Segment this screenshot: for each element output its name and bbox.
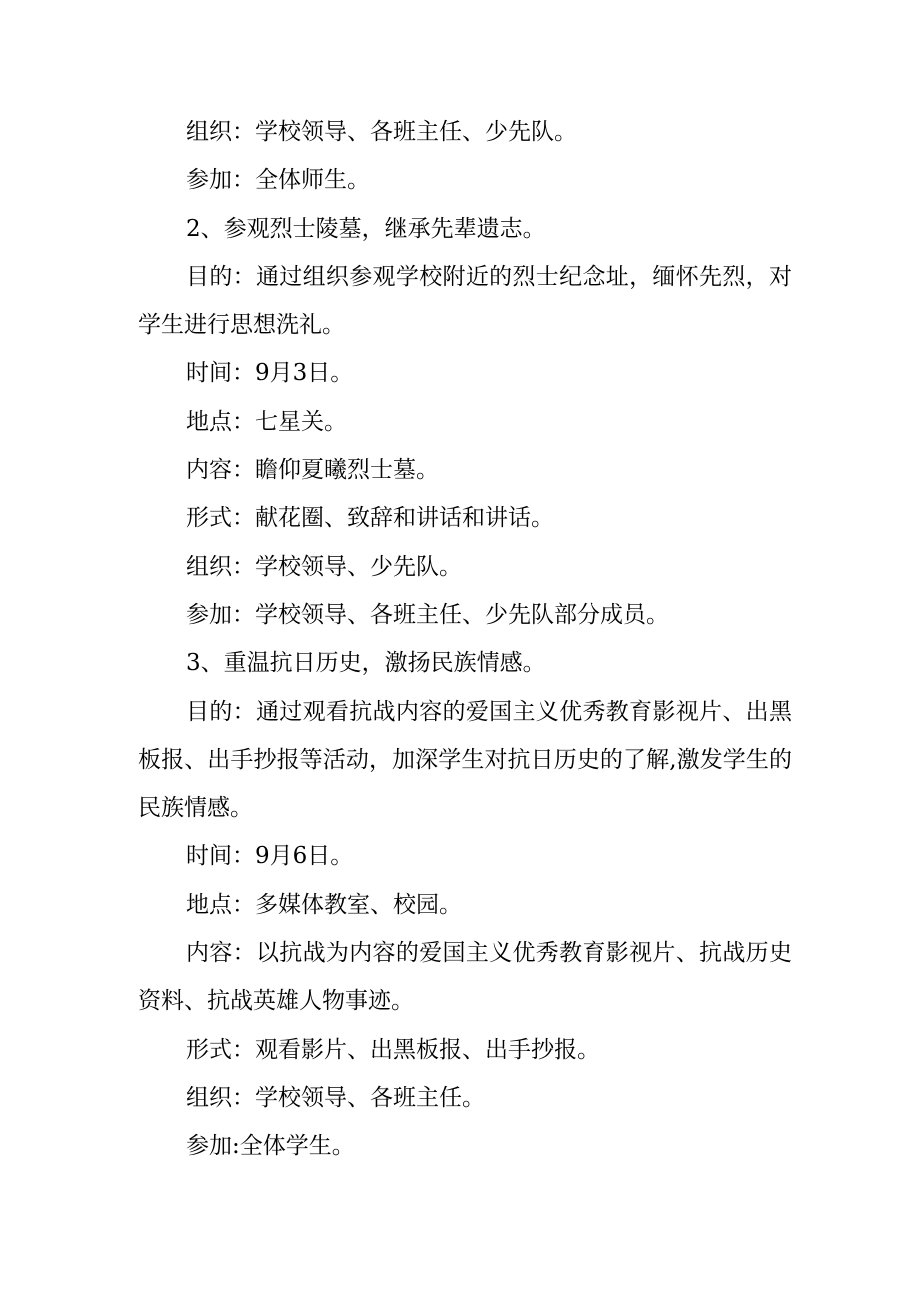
paragraph-format: 形式：献花圈、致辞和讲话和讲话。 (186, 505, 554, 532)
paragraph-participants: 参加:全体学生。 (186, 1133, 355, 1160)
paragraph-time: 时间：9月3日。 (186, 360, 354, 387)
paragraph-organizers: 组织：学校领导、各班主任、少先队。 (186, 119, 577, 145)
paragraph-organizers: 组织：学校领导、少先队。 (186, 553, 462, 580)
paragraph-organizers: 组织：学校领导、各班主任。 (186, 1084, 485, 1111)
document-body (138, 108, 792, 1171)
paragraph-location: 地点：七星关。 (186, 408, 347, 435)
paragraph-time: 时间：9月6日。 (186, 843, 354, 870)
paragraph-content: 内容：瞻仰夏曦烈士墓。 (186, 457, 439, 484)
paragraph-participants: 参加：全体师生。 (186, 167, 370, 194)
paragraph-participants: 参加：学校领导、各班主任、少先队部分成员。 (186, 601, 669, 628)
paragraph-purpose: 目的：通过组织参观学校附近的烈士纪念址，缅怀先烈，对学生进行思想洗礼。 (138, 263, 792, 339)
section-heading-3: 3、重温抗日历史，激扬民族情感。 (186, 650, 546, 677)
section-heading-2: 2、参观烈士陵墓，继承先辈遗志。 (186, 215, 546, 242)
paragraph-purpose: 目的：通过观看抗战内容的爱国主义优秀教育影视片、出黑板报、出手抄报等活动，加深学生对抗日历史的了解,激发学生的民族情感。 (138, 698, 792, 822)
paragraph-location: 地点：多媒体教室、校园。 (186, 891, 462, 918)
paragraph-content: 内容：以抗战为内容的爱国主义优秀教育影视片、抗战历史资料、抗战英雄人物事迹。 (138, 940, 792, 1015)
paragraph-format: 形式：观看影片、出黑板报、出手抄报。 (186, 1036, 600, 1063)
